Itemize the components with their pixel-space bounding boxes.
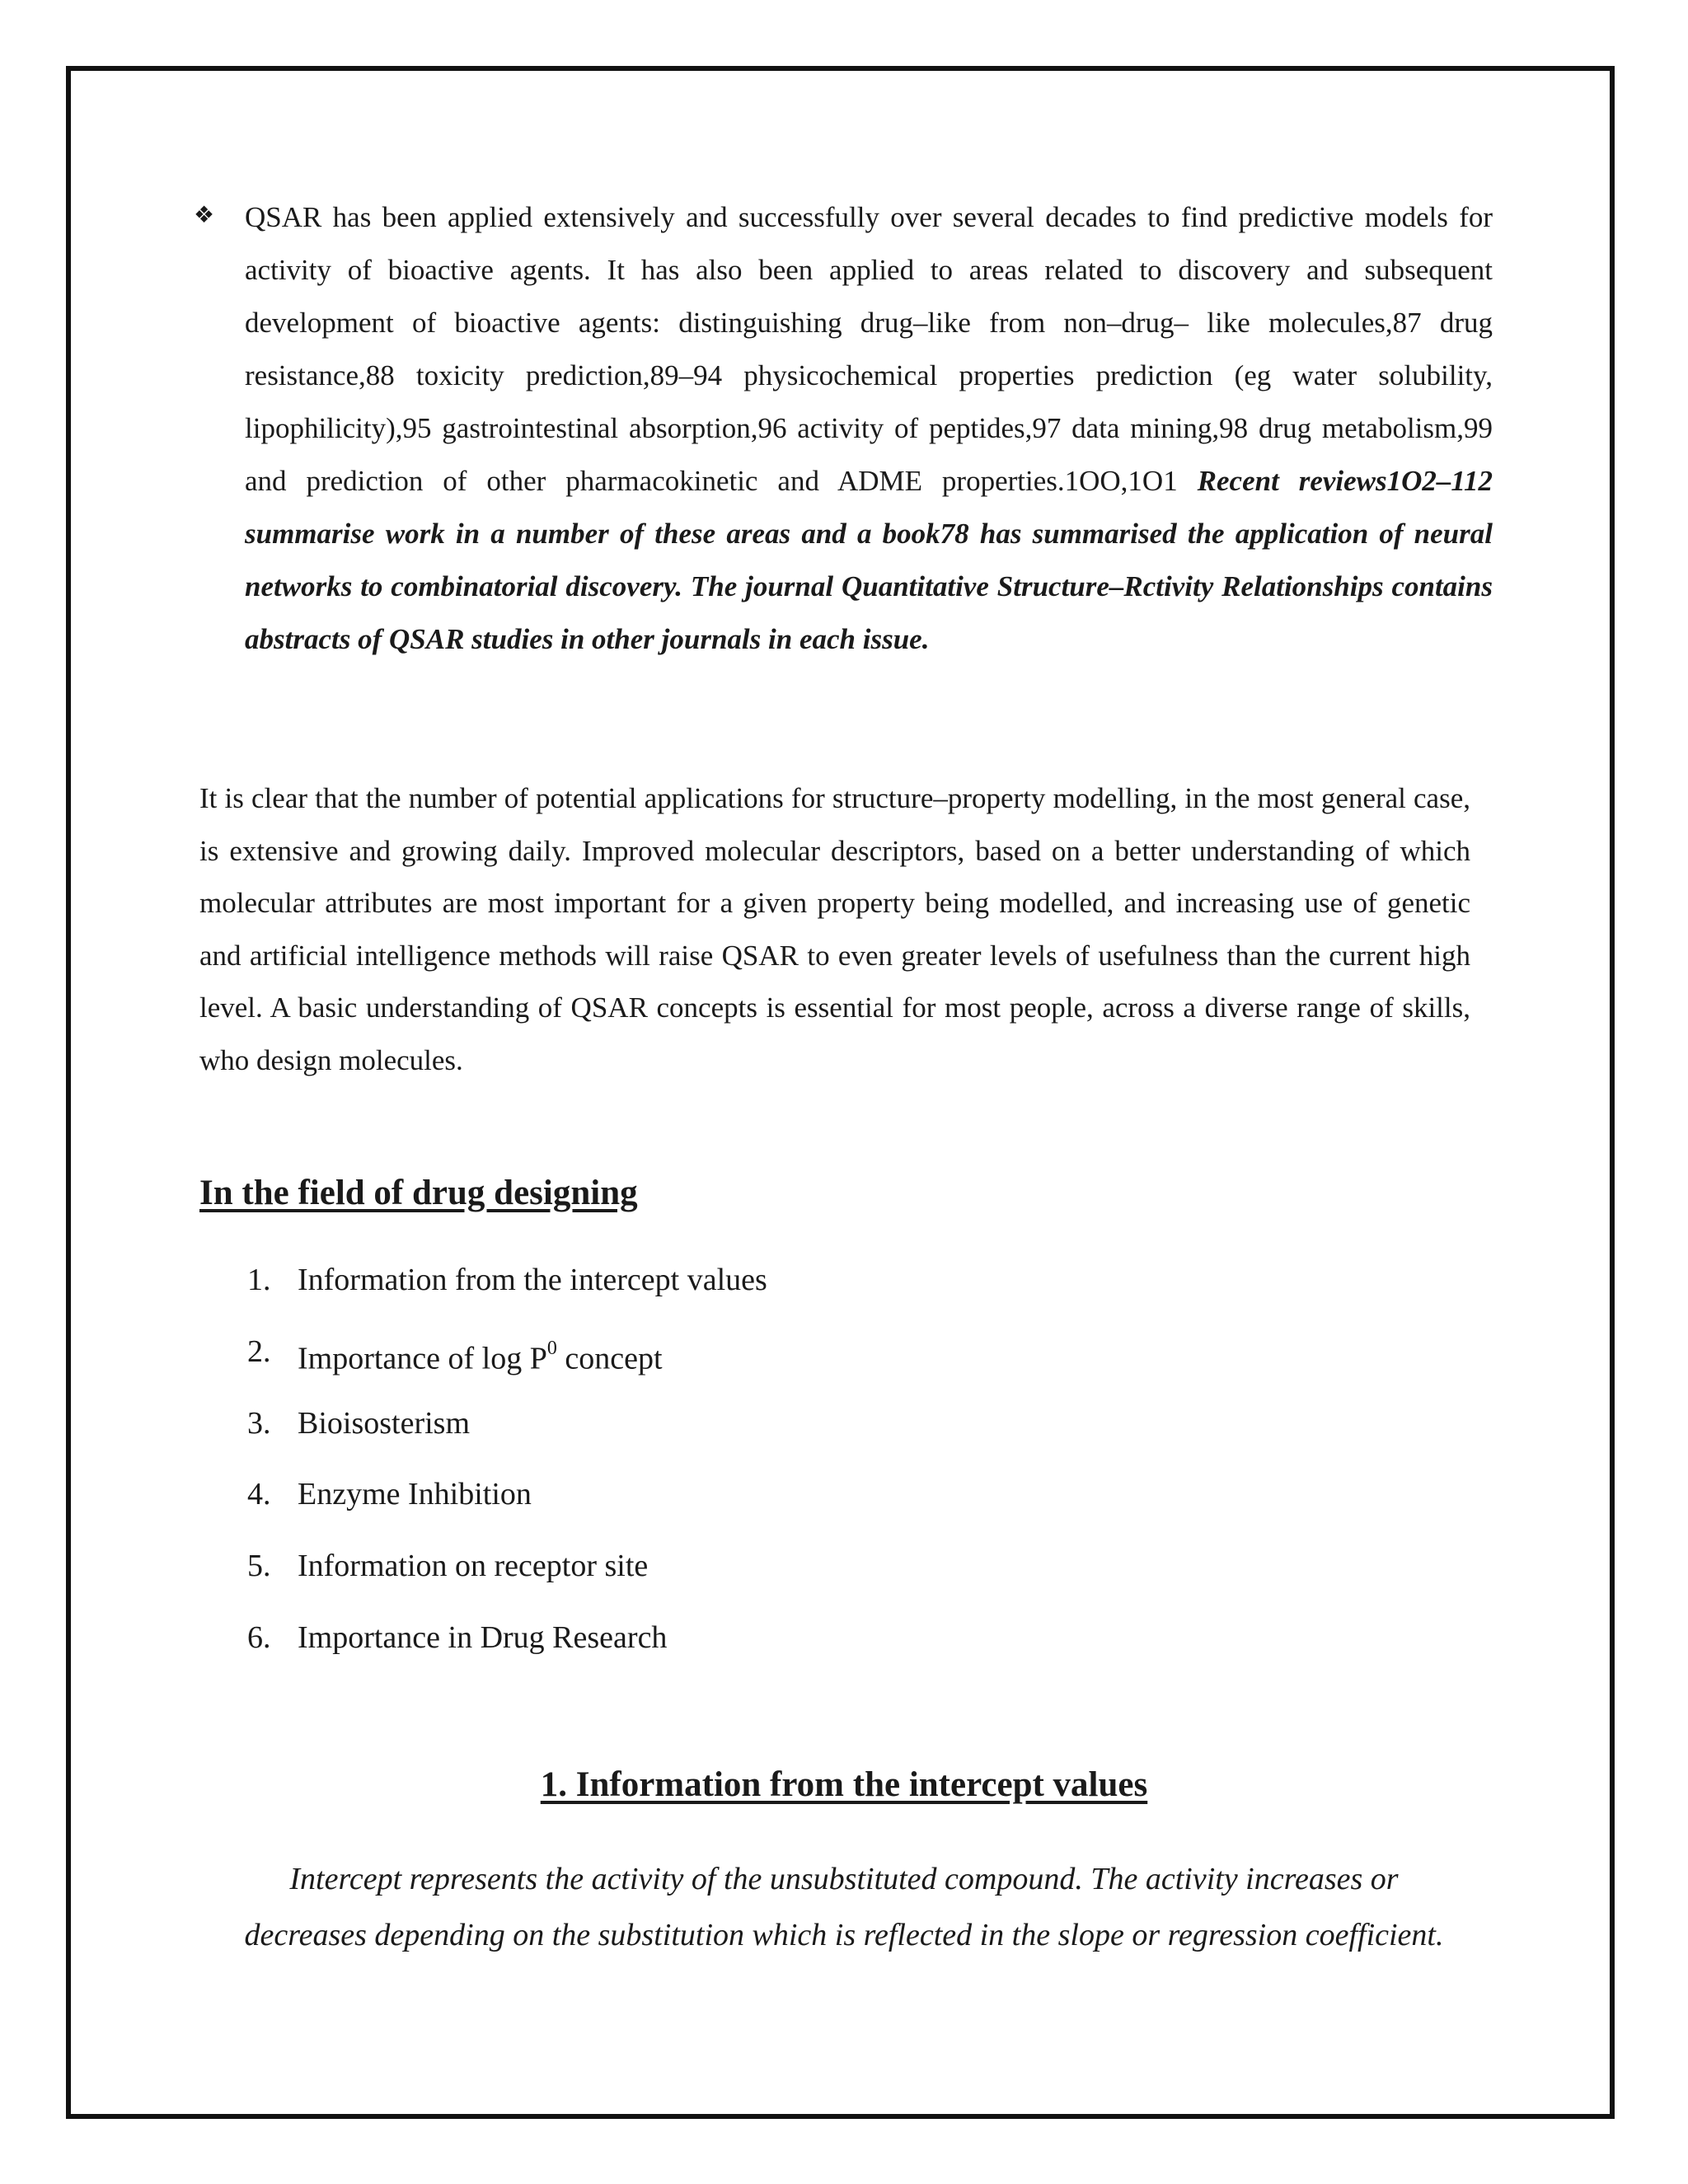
- bullet-text-emphasis: Recent reviews1O2–112 summarise work in a number of these areas and a book78 has summarised the application of neural networks to combinatorial discovery. The journal Quantitative Structure–Rctivity Relationships contains abstracts of QSAR studies in other journals in each issue.: [245, 465, 1493, 655]
- list-text: Enzyme Inhibition: [298, 1477, 532, 1512]
- list-text: Importance in Drug Research: [298, 1619, 668, 1655]
- superscript: 0: [546, 1337, 557, 1359]
- intercept-line: Intercept represents the activity of the unsubstituted compound. The activity increases or: [289, 1862, 1399, 1896]
- body-paragraph: It is clear that the number of potential applications for structure–property modelling, in the most general case, is extensive and growing daily. Improved molecular descriptors, based on a better understanding of which molecular attributes are most important for a given property being modelled, and increasing use of genetic and artificial intelligence methods will raise QSAR to even greater levels of usefulness than the current high level. A basic understanding of QSAR concepts is essential for most people, across a diverse range of skills, who design molecules.: [199, 782, 1470, 1076]
- list-text: Bioisosterism: [298, 1405, 471, 1441]
- subsection-heading-text: 1. Information from the intercept values: [540, 1765, 1148, 1804]
- diamond-bullet-icon: ❖: [194, 203, 215, 228]
- list-number: 4.: [247, 1477, 271, 1512]
- list-text-after: concept: [556, 1341, 663, 1376]
- list-item: [247, 1403, 767, 1474]
- intercept-line: decreases depending on the substitution which is reflected in the slope or regression coefficient.: [244, 1918, 1444, 1952]
- list-number: 2.: [247, 1333, 271, 1369]
- topic-list: [247, 1259, 767, 1689]
- list-text: Information from the intercept values: [298, 1263, 767, 1297]
- list-text-before: Importance of log P: [298, 1341, 547, 1376]
- subsection-heading: [0, 1760, 1688, 1810]
- intercept-description: [0, 1851, 1688, 1963]
- list-number: 3.: [247, 1405, 271, 1441]
- list-item: [247, 1259, 767, 1331]
- list-text: Information on receptor site: [298, 1549, 649, 1584]
- list-item: [247, 1331, 767, 1403]
- bullet-paragraph: [194, 191, 1493, 666]
- list-text: [298, 1331, 663, 1403]
- section-heading: In the field of drug designing: [199, 1174, 638, 1212]
- list-item: [247, 1474, 767, 1545]
- list-number: 1.: [247, 1263, 271, 1297]
- list-item: [247, 1545, 767, 1617]
- list-number: 6.: [247, 1619, 271, 1655]
- bullet-text-plain: QSAR has been applied extensively and successfully over several decades to find predictive models for activity of bioactive agents. It has also been applied to areas related to discovery and subsequent development of bioactive agents: distinguishing drug–like from non–drug– like molecules,87 drug resistance,88 toxicity prediction,89–94 physicochemical properties prediction (eg water solubility, lipophilicity),95 gastrointestinal absorption,96 activity of peptides,97 data mining,98 drug metabolism,99 and prediction of other pharmacokinetic and ADME properties.1OO,1O1: [245, 201, 1493, 497]
- bullet-text: [245, 191, 1493, 666]
- list-number: 5.: [247, 1549, 271, 1584]
- list-item: [247, 1617, 767, 1689]
